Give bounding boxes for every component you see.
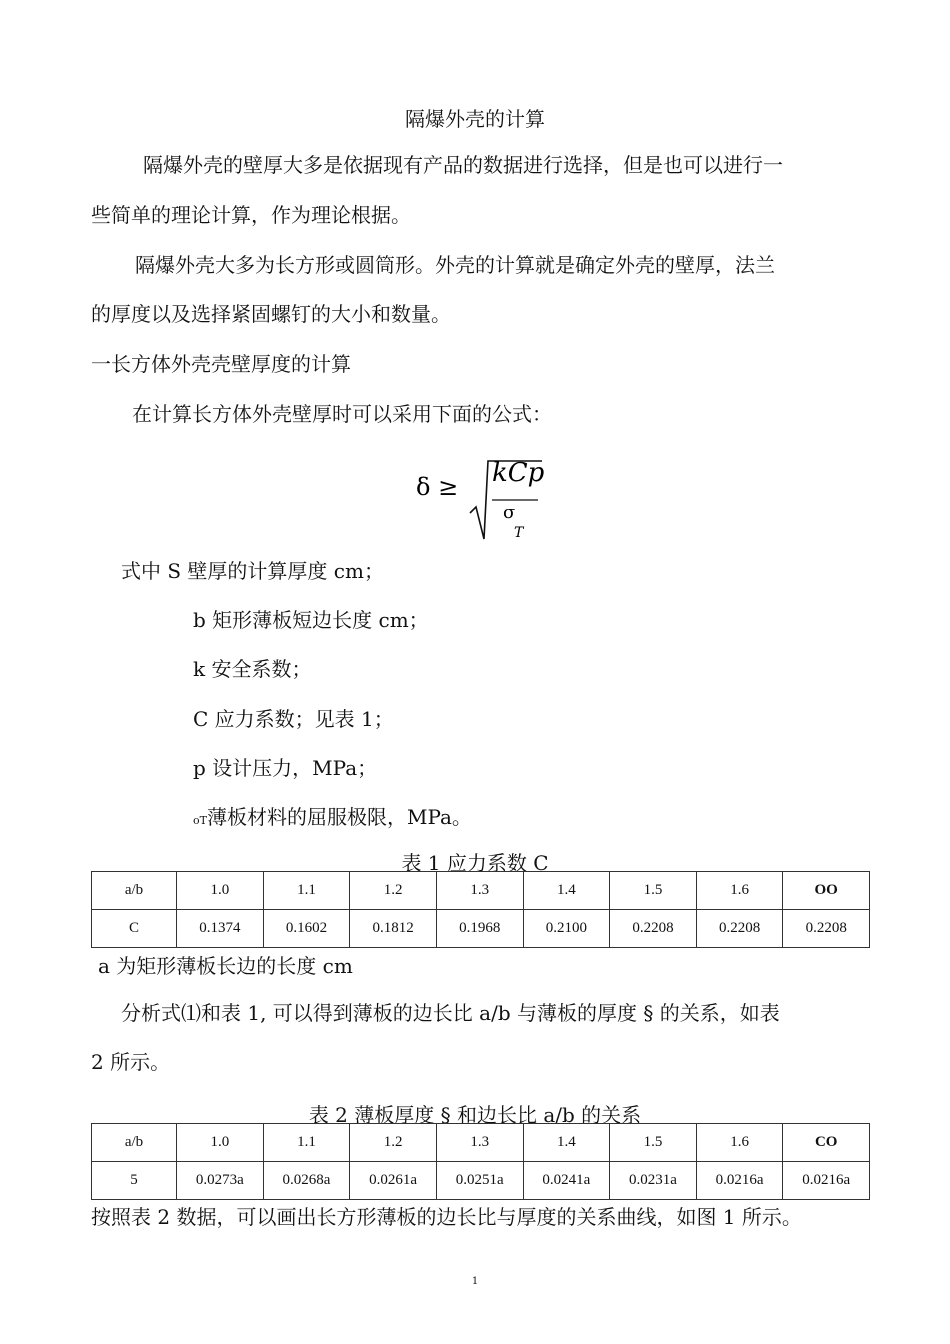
table-2 — [91, 1123, 870, 1200]
table-cell: a/b — [92, 1124, 177, 1162]
table-cell: 0.0241a — [523, 1162, 610, 1200]
formula-lhs: δ ≥ — [416, 473, 459, 501]
table-cell: 1.5 — [610, 872, 697, 910]
table-cell: 0.2208 — [696, 910, 783, 948]
table-cell: 1.0 — [177, 872, 264, 910]
page-number: 1 — [471, 1276, 479, 1287]
table-cell: 0.0261a — [350, 1162, 437, 1200]
table-2-caption: 表 2 薄板厚度 § 和边长比 a/b 的关系 — [308, 1103, 642, 1127]
table-cell: 0.1602 — [263, 910, 350, 948]
table-row — [92, 1124, 870, 1162]
formula-numerator: kCp — [492, 458, 545, 488]
table-cell: 1.1 — [263, 872, 350, 910]
table-cell: OO — [783, 872, 870, 910]
table-cell: 0.1968 — [436, 910, 523, 948]
formula-denominator: σ — [503, 502, 516, 523]
table-cell: 1.6 — [696, 1124, 783, 1162]
definition-s: 式中 S 壁厚的计算厚度 cm； — [121, 559, 384, 583]
table-cell: 0.0251a — [436, 1162, 523, 1200]
table-cell: 1.2 — [350, 1124, 437, 1162]
definition-k: k 安全系数； — [193, 657, 312, 681]
definition-p: p 设计压力，MPa； — [193, 756, 378, 780]
table-cell: 1.3 — [436, 1124, 523, 1162]
paragraph-4-line-2: 2 所示。 — [91, 1050, 171, 1074]
formula-denominator-subscript: T — [514, 525, 524, 541]
paragraph-5: 按照表 2 数据，可以画出长方形薄板的边长比与厚度的关系曲线，如图 1 所示。 — [91, 1205, 802, 1229]
table-cell: 1.1 — [263, 1124, 350, 1162]
table-row — [92, 1162, 870, 1200]
table-cell: 0.0216a — [783, 1162, 870, 1200]
table-cell: 0.2100 — [523, 910, 610, 948]
table-cell: 0.2208 — [610, 910, 697, 948]
paragraph-1-line-1: 隔爆外壳的壁厚大多是依据现有产品的数据进行选择，但是也可以进行一 — [143, 153, 783, 177]
paragraph-2-line-1: 隔爆外壳大多为长方形或圆筒形。外壳的计算就是确定外壳的壁厚，法兰 — [135, 253, 775, 277]
table-cell: 0.0216a — [696, 1162, 783, 1200]
table-cell: 1.2 — [350, 872, 437, 910]
paragraph-3: 在计算长方体外壳壁厚时可以采用下面的公式： — [132, 402, 552, 426]
table-1 — [91, 871, 870, 948]
section-heading: 一长方体外壳壳壁厚度的计算 — [91, 352, 351, 376]
paragraph-1-line-2: 些简单的理论计算，作为理论根据。 — [91, 203, 411, 227]
definition-c: C 应力系数；见表 1； — [193, 707, 394, 731]
table-cell: 1.3 — [436, 872, 523, 910]
paragraph-2-line-2: 的厚度以及选择紧固螺钉的大小和数量。 — [91, 302, 451, 326]
paragraph-4-line-1: 分析式⑴和表 1, 可以得到薄板的边长比 a/b 与薄板的厚度 § 的关系，如表 — [121, 1001, 780, 1025]
table-row — [92, 872, 870, 910]
table-cell: 0.0231a — [610, 1162, 697, 1200]
sigma-symbol: o — [193, 814, 200, 827]
table-1-note: a 为矩形薄板长边的长度 cm — [98, 954, 353, 978]
table-1-caption: 表 1 应力系数 C — [401, 851, 549, 875]
table-cell: 0.1812 — [350, 910, 437, 948]
table-row — [92, 910, 870, 948]
table-cell: 0.1374 — [177, 910, 264, 948]
table-cell: 1.5 — [610, 1124, 697, 1162]
table-cell: 1.6 — [696, 872, 783, 910]
table-cell: 1.4 — [523, 1124, 610, 1162]
definition-b: b 矩形薄板短边长度 cm； — [193, 608, 429, 632]
page-title: 隔爆外壳的计算 — [405, 107, 545, 131]
table-cell: a/b — [92, 872, 177, 910]
sigma-text: 薄板材料的屈服极限，MPa。 — [206, 805, 472, 829]
table-cell: 1.4 — [523, 872, 610, 910]
table-cell: 0.2208 — [783, 910, 870, 948]
definition-sigma — [193, 805, 472, 833]
thickness-formula — [410, 455, 550, 545]
table-cell: 0.0273a — [177, 1162, 264, 1200]
sigma-subscript: T — [199, 814, 207, 827]
table-cell: 5 — [92, 1162, 177, 1200]
table-cell: 0.0268a — [263, 1162, 350, 1200]
table-cell: 1.0 — [177, 1124, 264, 1162]
table-cell: C — [92, 910, 177, 948]
table-cell: CO — [783, 1124, 870, 1162]
